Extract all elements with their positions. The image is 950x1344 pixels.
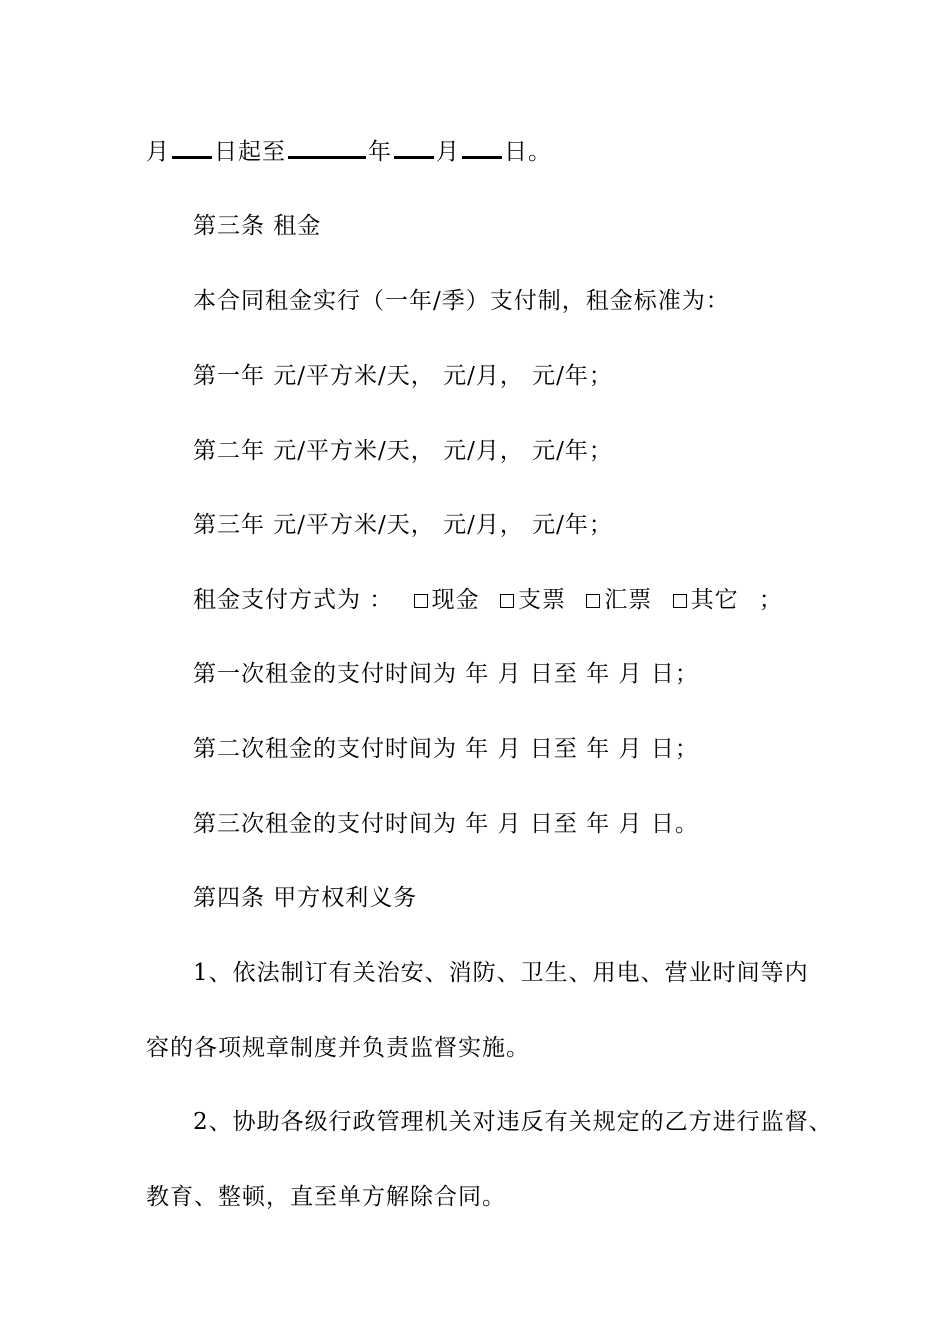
payment-time-3: 第三次租金的支付时间为 年 月 日至 年 月 日。: [193, 811, 699, 837]
option-cash: 现金: [431, 587, 480, 613]
text-year: 年: [368, 139, 392, 165]
rent-year-3: 第三年 元/平方米/天， 元/月， 元/年；: [193, 512, 613, 538]
payment-method-label: 租金支付方式为 ：: [193, 587, 394, 613]
checkbox-draft[interactable]: [586, 594, 600, 608]
month-blank: [394, 138, 434, 159]
option-draft: 汇票: [604, 587, 653, 613]
payment-time-1: 第一次租金的支付时间为 年 月 日至 年 月 日；: [193, 661, 699, 687]
checkbox-cash[interactable]: [414, 594, 428, 608]
text-day-from-to: 日起至: [214, 139, 286, 165]
item-2-line-2: 教育、整顿，直至单方解除合同。: [146, 1184, 506, 1210]
payment-method-line: [193, 585, 783, 615]
payment-time-2: 第二次租金的支付时间为 年 月 日至 年 月 日；: [193, 736, 699, 762]
article-4-title: 第四条 甲方权利义务: [193, 885, 418, 911]
item-2-line-1: 2、协助各级行政管理机关对违反有关规定的乙方进行监督、: [193, 1109, 833, 1135]
rent-system-paragraph: 本合同租金实行（一年/季）支付制，租金标准为：: [193, 288, 730, 314]
day-blank-2: [462, 138, 502, 159]
text-month-2: 月: [436, 139, 460, 165]
checkbox-other[interactable]: [673, 594, 687, 608]
payment-method-end: ；: [758, 587, 783, 613]
day-blank: [172, 138, 212, 159]
rent-year-1: 第一年 元/平方米/天， 元/月， 元/年；: [193, 363, 613, 389]
lease-term-end-line: [146, 137, 552, 167]
item-1-line-2: 容的各项规章制度并负责监督实施。: [146, 1035, 530, 1061]
option-other: 其它: [690, 587, 739, 613]
option-check: 支票: [517, 587, 566, 613]
text-day-end: 日。: [504, 139, 552, 165]
text-month: 月: [146, 139, 170, 165]
checkbox-check[interactable]: [500, 594, 514, 608]
year-blank: [288, 138, 366, 159]
item-1-line-1: 1、依法制订有关治安、消防、卫生、用电、营业时间等内: [193, 960, 809, 986]
article-3-title: 第三条 租金: [193, 213, 322, 239]
rent-year-2: 第二年 元/平方米/天， 元/月， 元/年；: [193, 438, 613, 464]
